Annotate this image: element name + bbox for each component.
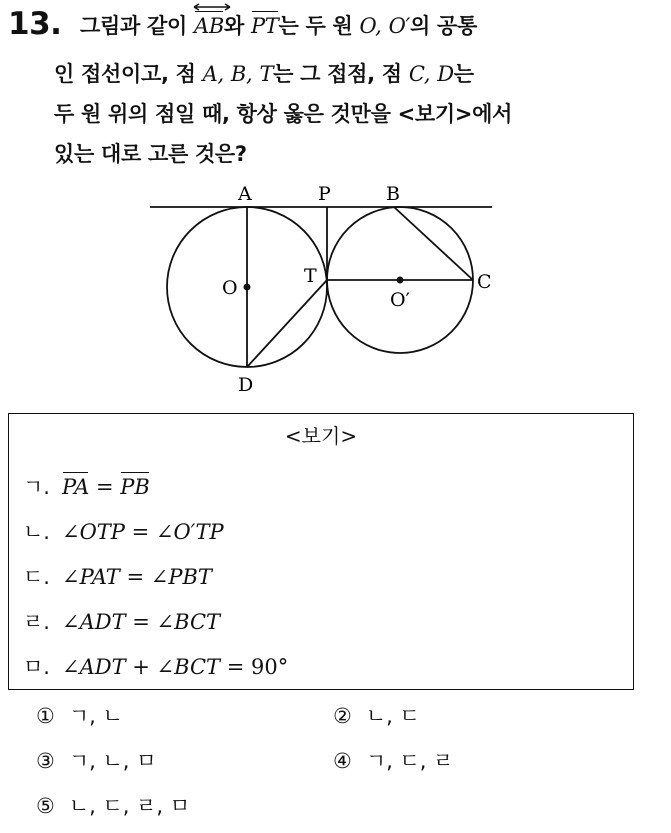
bogi-item: ㅁ. ∠ADT + ∠BCT = 90°: [23, 655, 289, 679]
label-o-prime: O′: [390, 289, 410, 311]
point-o-prime: O′: [388, 14, 410, 38]
center-dot-o-prime: [397, 277, 404, 284]
bogi-title: <보기>: [284, 424, 358, 448]
label-p: P: [318, 183, 331, 205]
line-ab-symbol: AB: [194, 14, 224, 38]
question-line-3: 두 원 위의 점일 때, 항상 옳은 것만을 <보기>에서: [54, 102, 513, 126]
choice-5[interactable]: ⑤ ㄴ, ㄷ, ㄹ, ㅁ: [36, 794, 191, 818]
choice-4[interactable]: ④ ㄱ, ㄷ, ㄹ: [333, 749, 454, 773]
segment-bc: [394, 207, 473, 280]
question-line-2: 인 접선이고, 점 A, B, T는 그 접점, 점 C, D는: [54, 62, 474, 86]
center-dot-o: [244, 284, 251, 291]
question-line-4: 있는 대로 고른 것은?: [54, 142, 247, 166]
label-c: C: [477, 271, 492, 293]
text-segment: 그림과 같이: [80, 14, 194, 38]
label-o: O: [222, 277, 238, 299]
bogi-box: [8, 413, 634, 690]
choice-1[interactable]: ① ㄱ, ㄴ: [36, 704, 123, 728]
bogi-item: ㄷ. ∠PAT = ∠PBT: [23, 565, 212, 589]
segment-td: [247, 280, 327, 367]
question-number: 13.: [8, 6, 62, 42]
bogi-item: ㄹ. ∠ADT = ∠BCT: [23, 610, 221, 634]
point-o: O,: [359, 14, 382, 38]
text-segment: 는 두 원: [278, 14, 360, 38]
text-segment: 와: [223, 14, 251, 38]
choice-3[interactable]: ③ ㄱ, ㄴ, ㅁ: [36, 749, 157, 773]
label-d: D: [238, 374, 254, 396]
text-segment: 의 공통: [409, 14, 477, 38]
label-a: A: [238, 183, 252, 205]
label-t: T: [304, 265, 317, 287]
bogi-item: ㄴ. ∠OTP = ∠O′TP: [23, 520, 224, 544]
segment-pt-symbol: PT: [250, 14, 279, 38]
bogi-item: ㄱ. PA = PB: [23, 475, 150, 499]
geometry-figure: [0, 0, 671, 410]
choice-2[interactable]: ② ㄴ, ㄷ: [333, 704, 420, 728]
label-b: B: [386, 183, 400, 205]
